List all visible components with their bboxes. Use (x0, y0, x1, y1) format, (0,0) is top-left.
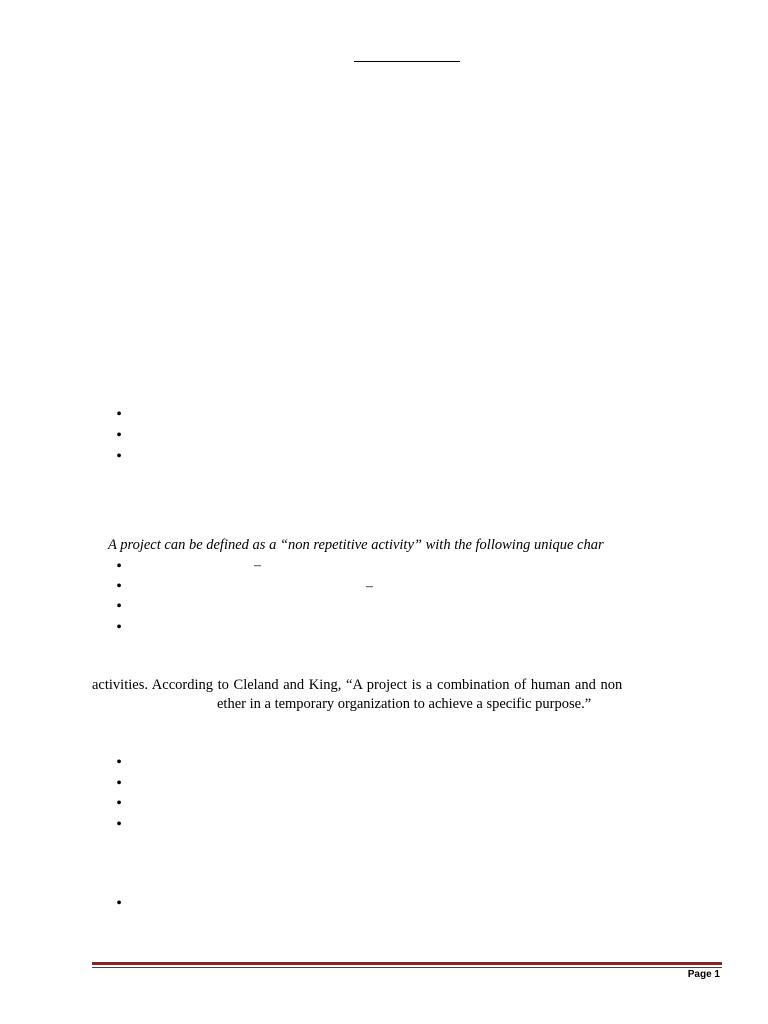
bullet-point: • (116, 775, 122, 792)
bullet-point: • (116, 598, 122, 615)
bullet-point: • (116, 754, 122, 771)
dash-mark: – (254, 558, 261, 573)
bullet-point: • (116, 558, 122, 575)
bullet-point: • (116, 406, 122, 423)
footer-rule (92, 962, 722, 965)
cleland-king-paragraph-line-1: activities. According to Cleland and King, “A project is a combination of human and non (92, 677, 623, 693)
dash-mark: – (366, 579, 373, 594)
bullet-point: • (116, 578, 122, 595)
cleland-king-paragraph-line-2: ether in a temporary organization to achieve a specific purpose.” (217, 696, 592, 712)
page-number: Page 1 (687, 969, 720, 980)
bullet-point: • (116, 816, 122, 833)
project-definition-text: A project can be defined as a “non repetitive activity” with the following unique char (108, 537, 604, 553)
title-underline (354, 61, 460, 62)
bullet-point: • (116, 619, 122, 636)
bullet-point: • (116, 448, 122, 465)
bullet-point: • (116, 895, 122, 912)
bullet-point: • (116, 427, 122, 444)
footer-rule-thin (92, 967, 722, 968)
bullet-point: • (116, 795, 122, 812)
